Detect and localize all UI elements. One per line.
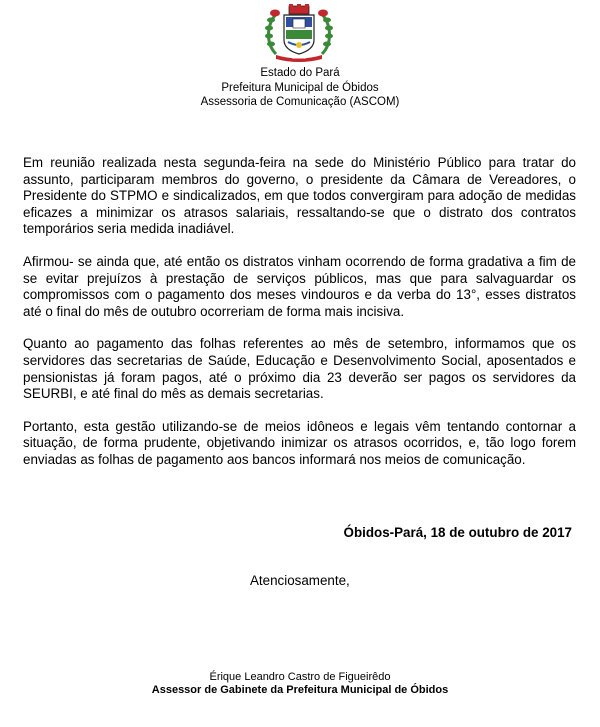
letterhead [0,66,600,110]
signer-name: Érique Leandro Castro de Figueirêdo [209,671,391,683]
letterhead-department: Assessoria de Comunicação (ASCOM) [200,96,400,108]
letter-body [23,155,576,485]
body-paragraph-1: Em reunião realizada nesta segunda-feira na sede do Ministério Público para tratar do assunto, participaram membros do governo, o presidente da Câmara de Vereadores, o Presidente do STPMO e sindicalizados, em que todos convergiram para adoção de medidas eficazes a minimizar os atrasos salariais, ressaltando-se que o distrato dos contratos temporários seria medida inadiável. [23,155,576,237]
signature-block [0,671,600,697]
municipal-coat-of-arms-icon [262,4,336,64]
letterhead-state: Estado do Pará [260,67,340,79]
body-paragraph-2: Afirmou- se ainda que, até então os distratos vinham ocorrendo de forma gradativa a fim de se evitar prejuízos à prestação de serviços públicos, mas que para salvaguardar os compromissos com o pagamento dos meses vindouros e da verba do 13°, esses distratos até o final do mês de outubro ocorreriam de forma mais incisiva. [23,253,576,319]
body-paragraph-4: Portanto, esta gestão utilizando-se de meios idôneos e legais vêm tentando contornar a situação, de forma prudente, objetivando inimizar os atrasos ocorridos, e, tão logo forem enviadas as folhas de pagamento aos bancos informará nos meios de comunicação. [23,418,576,467]
signer-role: Assessor de Gabinete da Prefeitura Municipal de Óbidos [151,684,449,696]
letterhead-prefeitura: Prefeitura Municipal de Óbidos [221,81,379,94]
body-paragraph-3: Quanto ao pagamento das folhas referentes ao mês de setembro, informamos que os servidores das secretarias de Saúde, Educação e Desenvolvimento Social, aposentados e pensionistas já foram pagos, até o próximo dia 23 deverão ser pagos os servidores da SEURBI, e até final do mês as demais secretarias. [23,336,576,402]
date-line: Óbidos-Pará, 18 de outubro de 2017 [343,525,572,540]
closing-salutation: Atenciosamente, [250,573,350,588]
